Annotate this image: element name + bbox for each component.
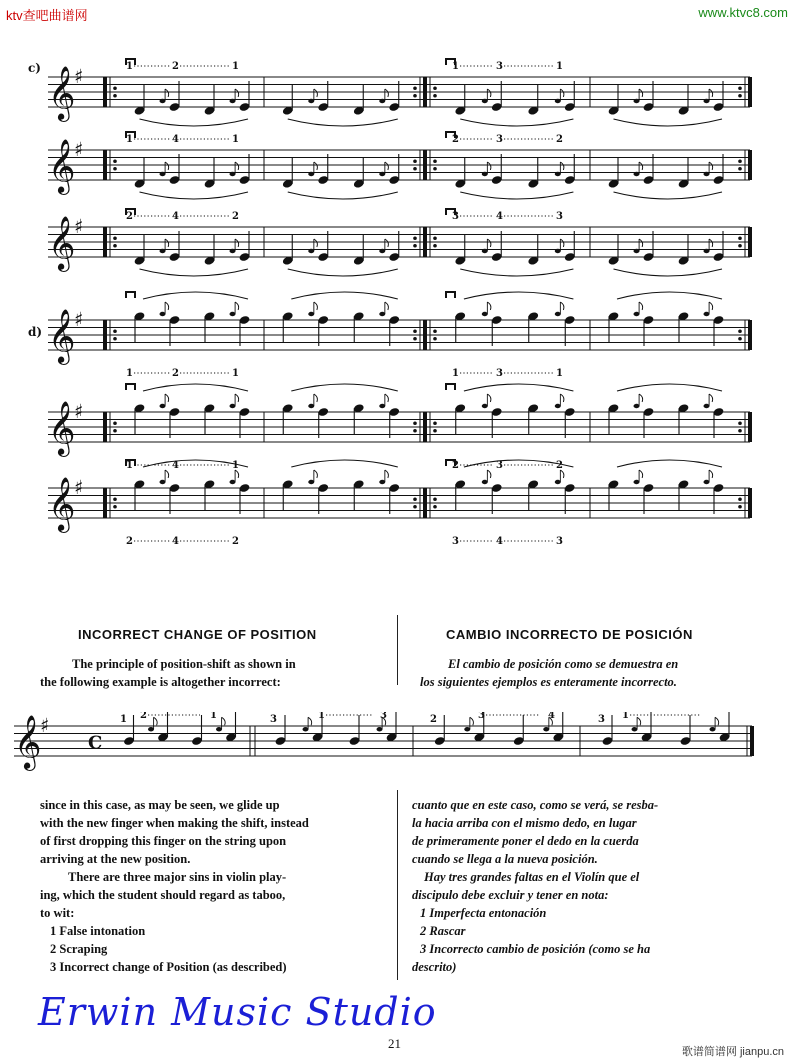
repeat-dot — [738, 329, 742, 333]
grace-note — [555, 249, 561, 253]
treble-clef: 𝄞 — [14, 714, 42, 769]
grace-flag — [560, 89, 564, 97]
grace-flag — [222, 717, 226, 725]
slur — [460, 269, 573, 276]
grace-flag — [314, 470, 318, 478]
repeat-dot — [433, 236, 437, 240]
repeat-dot — [113, 421, 117, 425]
repeat-dot — [738, 337, 742, 341]
repeat-dot — [738, 429, 742, 433]
fingering-number: 3 — [452, 211, 459, 222]
key-signature-sharp: ♯ — [74, 138, 84, 161]
slur — [617, 384, 722, 391]
english-sins-list — [50, 922, 287, 976]
grace-note — [160, 172, 166, 176]
grace-note — [379, 480, 385, 484]
repeat-dot — [113, 244, 117, 248]
english-intro-line: The principle of position-shift as shown in — [72, 657, 296, 671]
fingering-number: 2 — [232, 536, 239, 547]
grace-flag — [470, 717, 474, 725]
grace-note — [216, 727, 222, 731]
down-bow-mark — [126, 384, 135, 390]
fingering-number: 3 — [270, 714, 277, 725]
fingering-number: 1 — [126, 61, 133, 72]
english-body-line: arriving at the new position. — [40, 852, 191, 866]
repeat-dot — [413, 159, 417, 163]
grace-note — [230, 480, 236, 484]
grace-note — [160, 480, 166, 484]
column-divider-bottom — [397, 790, 398, 980]
grace-flag — [385, 470, 389, 478]
grace-flag — [154, 717, 158, 725]
slur — [288, 192, 398, 199]
grace-flag — [639, 162, 643, 170]
repeat-dot — [113, 337, 117, 341]
down-bow-mark — [446, 292, 455, 298]
grace-note — [464, 727, 470, 731]
fingering-number: 2 — [452, 134, 459, 145]
english-intro-line: the following example is altogether incorrect: — [40, 675, 281, 689]
grace-flag — [165, 239, 169, 247]
slur — [617, 292, 722, 299]
grace-flag — [235, 162, 239, 170]
fingering-number: 3 — [380, 712, 387, 721]
grace-flag — [165, 162, 169, 170]
grace-flag — [560, 239, 564, 247]
spanish-body-line: de primeramente poner el dedo en la cuerda — [412, 834, 639, 848]
repeat-dot — [413, 86, 417, 90]
slur — [140, 119, 249, 126]
fingering-number: 2 — [172, 368, 179, 379]
fingering-number: 1 — [452, 368, 459, 379]
spanish-intro-line: El cambio de posición como se demuestra en — [448, 657, 679, 671]
english-body — [40, 796, 385, 922]
repeat-dot — [738, 497, 742, 501]
fingering-number: 2 — [556, 460, 563, 471]
fingering-number: 2 — [126, 211, 133, 222]
grace-flag — [314, 302, 318, 310]
fingering-number: 1 — [556, 61, 563, 72]
spanish-sins-line: discipulo debe excluir y tener en nota: — [412, 888, 609, 902]
repeat-dot — [433, 94, 437, 98]
grace-flag — [165, 89, 169, 97]
grace-flag — [487, 239, 491, 247]
fingering-number: 3 — [496, 368, 503, 379]
grace-note — [555, 404, 561, 408]
spanish-intro-line: los siguientes ejemplos es enteramente incorrecto. — [420, 675, 677, 689]
grace-note — [379, 312, 385, 316]
fingering-number: 1 — [120, 714, 127, 725]
slur — [143, 384, 248, 391]
grace-note — [704, 480, 710, 484]
grace-flag — [314, 89, 318, 97]
treble-clef: 𝄞 — [48, 476, 76, 531]
english-body-line: since in this case, as may be seen, we glide up — [40, 798, 280, 812]
grace-note — [482, 404, 488, 408]
english-sins-line: to wit: — [40, 906, 75, 920]
fingering-number: 1 — [232, 134, 239, 145]
grace-note — [704, 312, 710, 316]
grace-flag — [560, 394, 564, 402]
grace-flag — [639, 89, 643, 97]
grace-flag — [385, 302, 389, 310]
spanish-body — [412, 796, 757, 904]
key-signature-sharp: ♯ — [74, 308, 84, 331]
grace-note — [555, 312, 561, 316]
grace-note — [555, 480, 561, 484]
grace-flag — [314, 394, 318, 402]
grace-flag — [235, 470, 239, 478]
spanish-body-line: cuando se llega a la nueva posición. — [412, 852, 598, 866]
slur — [614, 119, 723, 126]
slur — [614, 269, 723, 276]
repeat-dot — [738, 167, 742, 171]
repeat-dot — [738, 94, 742, 98]
fingering-number: 4 — [172, 536, 179, 547]
repeat-dot — [433, 505, 437, 509]
fingering-number: 3 — [496, 134, 503, 145]
list-item: 2 Scraping — [50, 942, 108, 956]
grace-note — [379, 404, 385, 408]
repeat-dot — [113, 159, 117, 163]
repeat-dot — [413, 94, 417, 98]
grace-flag — [165, 470, 169, 478]
fingering-number: 4 — [172, 460, 179, 471]
studio-signature: Erwin Music Studio — [38, 990, 437, 1034]
key-signature-sharp: ♯ — [74, 476, 84, 499]
repeat-dot — [433, 429, 437, 433]
grace-note — [303, 727, 309, 731]
spanish-body-line: cuanto que en este caso, como se verá, se resba- — [412, 798, 659, 812]
grace-note — [160, 404, 166, 408]
repeat-dot — [413, 337, 417, 341]
treble-clef: 𝄞 — [48, 308, 76, 363]
english-body-line: with the new finger when making the shift, instead — [40, 816, 309, 830]
fingering-number: 2 — [126, 536, 133, 547]
time-signature: C — [88, 732, 103, 754]
repeat-dot — [413, 329, 417, 333]
grace-note — [230, 99, 236, 103]
grace-note — [308, 480, 314, 484]
spanish-sins-line: Hay tres grandes faltas en el Violín que el — [424, 870, 640, 884]
fingering-number: 1 — [210, 712, 217, 721]
watermark-top-right: www.ktvc8.com — [698, 5, 788, 20]
fingering-number: 2 — [430, 714, 437, 725]
spanish-intro — [420, 655, 760, 691]
grace-flag — [385, 394, 389, 402]
fingering-number: 2 — [232, 211, 239, 222]
slur — [143, 292, 248, 299]
slur — [291, 384, 398, 391]
fingering-number: 2 — [140, 712, 147, 721]
repeat-dot — [433, 329, 437, 333]
list-item: descrito) — [412, 960, 457, 974]
column-divider-top — [397, 615, 398, 685]
grace-flag — [639, 394, 643, 402]
repeat-dot — [413, 236, 417, 240]
fingering-number: 3 — [598, 714, 605, 725]
fingering-number: 2 — [452, 460, 459, 471]
grace-flag — [235, 394, 239, 402]
grace-note — [379, 249, 385, 253]
grace-flag — [487, 89, 491, 97]
slur — [291, 292, 398, 299]
fingering-number: 4 — [496, 211, 503, 222]
grace-flag — [165, 302, 169, 310]
grace-flag — [709, 162, 713, 170]
grace-flag — [314, 239, 318, 247]
grace-flag — [385, 89, 389, 97]
repeat-dot — [738, 244, 742, 248]
fingering-number: 3 — [556, 211, 563, 222]
grace-note — [482, 312, 488, 316]
fingering-number: 3 — [496, 460, 503, 471]
grace-flag — [487, 162, 491, 170]
grace-flag — [715, 717, 719, 725]
slur — [291, 460, 398, 467]
fingering-number: 1 — [232, 460, 239, 471]
grace-flag — [709, 239, 713, 247]
grace-note — [555, 172, 561, 176]
section-label: d) — [28, 325, 43, 339]
repeat-dot — [413, 167, 417, 171]
repeat-dot — [738, 505, 742, 509]
grace-note — [308, 404, 314, 408]
grace-note — [377, 727, 383, 731]
repeat-dot — [433, 167, 437, 171]
watermark-top-left: ktv查吧曲谱网 — [6, 8, 88, 23]
grace-note — [704, 404, 710, 408]
grace-flag — [709, 89, 713, 97]
grace-flag — [487, 394, 491, 402]
grace-note — [704, 99, 710, 103]
grace-note — [634, 312, 640, 316]
english-heading: INCORRECT CHANGE OF POSITION — [78, 627, 317, 642]
repeat-dot — [113, 236, 117, 240]
slur — [614, 192, 723, 199]
grace-note — [308, 249, 314, 253]
english-body-line: of first dropping this finger on the string upon — [40, 834, 287, 848]
grace-flag — [235, 302, 239, 310]
english-sins-line: ing, which the student should regard as taboo, — [40, 888, 286, 902]
grace-note — [308, 312, 314, 316]
grace-flag — [385, 239, 389, 247]
grace-flag — [639, 239, 643, 247]
grace-flag — [165, 394, 169, 402]
fingering-number: 1 — [126, 134, 133, 145]
grace-note — [230, 312, 236, 316]
fingering-number: 4 — [496, 536, 503, 547]
grace-flag — [560, 470, 564, 478]
watermark-bottom-right: 歌谱简谱网 jianpu.cn — [681, 1046, 784, 1058]
repeat-dot — [433, 86, 437, 90]
grace-note — [634, 404, 640, 408]
fingering-number: 3 — [452, 536, 459, 547]
repeat-dot — [413, 429, 417, 433]
key-signature-sharp: ♯ — [74, 400, 84, 423]
repeat-dot — [738, 236, 742, 240]
english-sins-line: There are three major sins in violin play- — [68, 870, 287, 884]
grace-flag — [385, 162, 389, 170]
grace-note — [710, 727, 716, 731]
grace-flag — [709, 394, 713, 402]
repeat-dot — [413, 497, 417, 501]
grace-flag — [314, 162, 318, 170]
grace-note — [230, 249, 236, 253]
grace-note — [634, 99, 640, 103]
repeat-dot — [738, 86, 742, 90]
grace-flag — [560, 302, 564, 310]
fingering-number: 4 — [172, 134, 179, 145]
grace-flag — [487, 470, 491, 478]
repeat-dot — [113, 497, 117, 501]
treble-clef: 𝄞 — [48, 138, 76, 193]
grace-flag — [639, 470, 643, 478]
section-label: c) — [28, 61, 41, 75]
treble-clef: 𝄞 — [48, 65, 76, 120]
grace-note — [160, 312, 166, 316]
fingering-number: 1 — [318, 712, 325, 721]
repeat-dot — [113, 94, 117, 98]
slur — [464, 292, 574, 299]
repeat-dot — [433, 337, 437, 341]
key-signature-sharp: ♯ — [74, 215, 84, 238]
repeat-dot — [413, 421, 417, 425]
grace-note — [634, 249, 640, 253]
list-item: 3 Incorrecto cambio de posición (como se ha — [420, 942, 651, 956]
grace-note — [543, 727, 549, 731]
slur — [460, 119, 573, 126]
list-item: 1 False intonation — [50, 924, 146, 938]
list-item: 2 Rascar — [420, 924, 466, 938]
grace-note — [230, 172, 236, 176]
fingering-number: 1 — [556, 368, 563, 379]
fingering-number: 1 — [232, 368, 239, 379]
repeat-dot — [413, 505, 417, 509]
down-bow-mark — [446, 384, 455, 390]
slur — [460, 192, 573, 199]
grace-note — [704, 172, 710, 176]
grace-note — [632, 727, 638, 731]
repeat-dot — [738, 421, 742, 425]
key-signature-sharp: ♯ — [74, 65, 84, 88]
grace-flag — [709, 470, 713, 478]
fingering-number: 1 — [452, 61, 459, 72]
key-signature-sharp: ♯ — [40, 714, 50, 737]
fingering-number: 1 — [126, 460, 133, 471]
grace-flag — [560, 162, 564, 170]
grace-note — [634, 480, 640, 484]
slur — [288, 269, 398, 276]
grace-flag — [637, 717, 641, 725]
fingering-number: 1 — [622, 712, 629, 721]
fingering-number: 3 — [478, 712, 485, 721]
grace-note — [634, 172, 640, 176]
repeat-dot — [113, 429, 117, 433]
spanish-body-line: la hacia arriba con el mismo dedo, en lugar — [412, 816, 637, 830]
repeat-dot — [113, 505, 117, 509]
fingering-number: 3 — [496, 61, 503, 72]
page-number: 21 — [388, 1036, 401, 1051]
slur — [140, 269, 249, 276]
repeat-dot — [738, 159, 742, 163]
fingering-number: 1 — [232, 61, 239, 72]
slur — [464, 384, 574, 391]
repeat-dot — [113, 86, 117, 90]
grace-note — [482, 480, 488, 484]
treble-clef: 𝄞 — [48, 215, 76, 270]
english-intro — [40, 655, 382, 691]
spanish-sins-list — [412, 904, 651, 976]
grace-flag — [487, 302, 491, 310]
fingering-number: 4 — [172, 211, 179, 222]
grace-note — [230, 404, 236, 408]
grace-note — [148, 727, 154, 731]
grace-note — [308, 99, 314, 103]
grace-flag — [235, 239, 239, 247]
treble-clef: 𝄞 — [48, 400, 76, 455]
grace-note — [160, 249, 166, 253]
repeat-dot — [433, 244, 437, 248]
fingering-number: 4 — [548, 712, 555, 721]
grace-flag — [709, 302, 713, 310]
grace-note — [379, 99, 385, 103]
fingering-number: 3 — [556, 536, 563, 547]
grace-flag — [235, 89, 239, 97]
grace-note — [379, 172, 385, 176]
repeat-dot — [113, 167, 117, 171]
incorrect-example-staff — [0, 712, 796, 792]
repeat-dot — [433, 497, 437, 501]
repeat-dot — [113, 329, 117, 333]
grace-flag — [308, 717, 312, 725]
spanish-heading: CAMBIO INCORRECTO DE POSICIÓN — [446, 627, 693, 642]
grace-note — [160, 99, 166, 103]
grace-note — [704, 249, 710, 253]
grace-note — [482, 99, 488, 103]
repeat-dot — [413, 244, 417, 248]
list-item: 3 Incorrect change of Position (as described) — [50, 960, 287, 974]
grace-note — [482, 249, 488, 253]
repeat-dot — [433, 421, 437, 425]
fingering-number: 1 — [126, 368, 133, 379]
repeat-dot — [433, 159, 437, 163]
list-item: 1 Imperfecta entonación — [420, 906, 547, 920]
slur — [617, 460, 722, 467]
down-bow-mark — [126, 292, 135, 298]
grace-flag — [639, 302, 643, 310]
slur — [288, 119, 398, 126]
grace-note — [482, 172, 488, 176]
grace-note — [555, 99, 561, 103]
fingering-number: 2 — [172, 61, 179, 72]
slur — [140, 192, 249, 199]
fingering-number: 2 — [556, 134, 563, 145]
grace-note — [308, 172, 314, 176]
